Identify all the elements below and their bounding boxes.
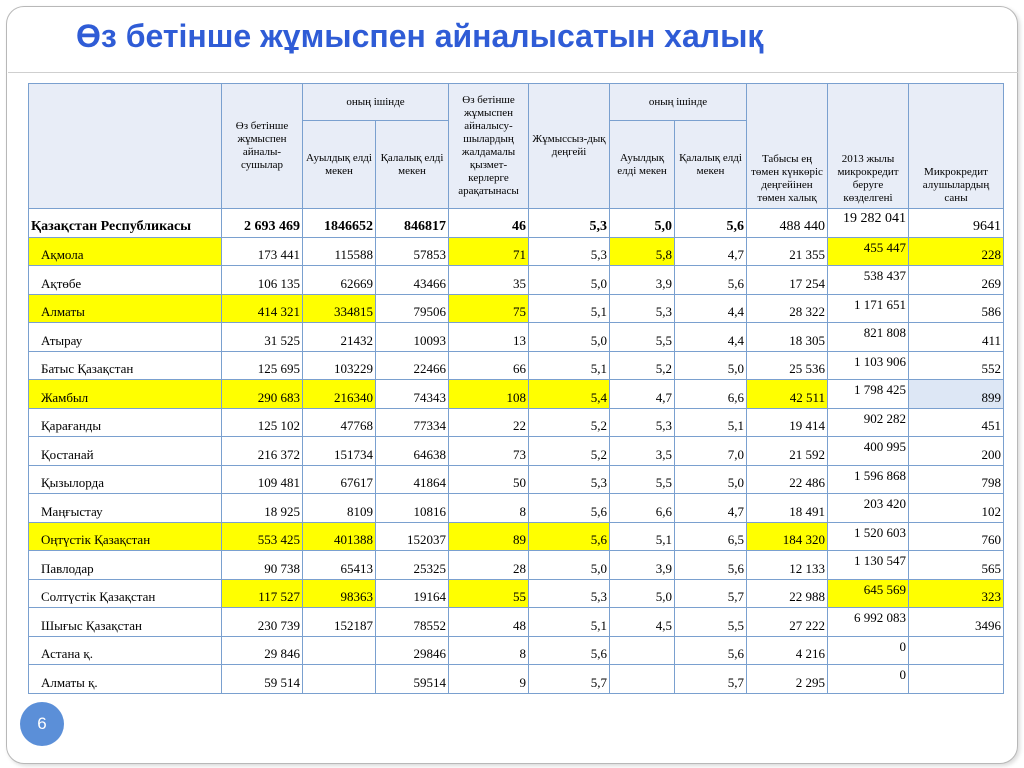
cell-region: Ақтөбе (29, 266, 222, 295)
header-rural-2: Ауылдық елді мекен (610, 121, 675, 209)
cell-low-income: 18 305 (747, 323, 828, 352)
cell-region: Қарағанды (29, 408, 222, 437)
cell-low-income: 21 592 (747, 437, 828, 466)
cell-region: Ақмола (29, 237, 222, 266)
cell-unemp-rural: 5,3 (610, 408, 675, 437)
header-borrowers: Микрокредит алушылардың саны (909, 84, 1004, 209)
cell-share: 28 (449, 551, 529, 580)
cell-unemployment: 5,3 (529, 237, 610, 266)
cell-microcredit: 1 596 868 (828, 465, 909, 494)
cell-rural: 401388 (303, 522, 376, 551)
cell-unemp-urban: 7,0 (675, 437, 747, 466)
cell-self-employed: 2 693 469 (222, 209, 303, 238)
cell-low-income: 22 486 (747, 465, 828, 494)
cell-region: Жамбыл (29, 380, 222, 409)
cell-urban: 41864 (376, 465, 449, 494)
cell-unemp-urban: 5,6 (675, 636, 747, 665)
cell-rural: 8109 (303, 494, 376, 523)
cell-urban: 22466 (376, 351, 449, 380)
cell-low-income: 18 491 (747, 494, 828, 523)
header-urban-2: Қалалық елді мекен (675, 121, 747, 209)
cell-unemp-urban: 5,1 (675, 408, 747, 437)
table-row (29, 665, 1004, 694)
cell-low-income: 488 440 (747, 209, 828, 238)
cell-low-income: 22 988 (747, 579, 828, 608)
header-of-which-2: оның ішінде (610, 84, 747, 121)
cell-unemp-rural: 5,8 (610, 237, 675, 266)
cell-unemp-rural: 3,9 (610, 266, 675, 295)
data-table (28, 83, 1004, 694)
cell-unemployment: 5,6 (529, 636, 610, 665)
cell-urban: 10093 (376, 323, 449, 352)
header-self-employed: Өз бетінше жұмыспен айналы-сушылар (222, 84, 303, 209)
cell-microcredit: 400 995 (828, 437, 909, 466)
cell-low-income: 17 254 (747, 266, 828, 295)
cell-urban: 59514 (376, 665, 449, 694)
cell-unemp-rural (610, 665, 675, 694)
table-row (29, 294, 1004, 323)
cell-borrowers (909, 636, 1004, 665)
cell-unemployment: 5,3 (529, 209, 610, 238)
table-row (29, 323, 1004, 352)
cell-self-employed: 29 846 (222, 636, 303, 665)
cell-urban: 64638 (376, 437, 449, 466)
cell-region: Батыс Қазақстан (29, 351, 222, 380)
cell-unemp-urban: 4,4 (675, 294, 747, 323)
cell-self-employed: 125 695 (222, 351, 303, 380)
cell-unemployment: 5,6 (529, 494, 610, 523)
cell-unemp-urban: 5,0 (675, 351, 747, 380)
cell-unemp-rural: 4,5 (610, 608, 675, 637)
cell-borrowers (909, 665, 1004, 694)
title-divider (8, 72, 1018, 73)
cell-borrowers: 102 (909, 494, 1004, 523)
cell-low-income: 28 322 (747, 294, 828, 323)
cell-rural (303, 665, 376, 694)
cell-share: 66 (449, 351, 529, 380)
cell-share: 46 (449, 209, 529, 238)
cell-urban: 79506 (376, 294, 449, 323)
cell-self-employed: 31 525 (222, 323, 303, 352)
cell-unemp-rural: 5,5 (610, 465, 675, 494)
cell-microcredit: 0 (828, 665, 909, 694)
cell-unemployment: 5,1 (529, 608, 610, 637)
cell-urban: 19164 (376, 579, 449, 608)
cell-region: Оңтүстік Қазақстан (29, 522, 222, 551)
cell-region: Маңғыстау (29, 494, 222, 523)
cell-microcredit: 821 808 (828, 323, 909, 352)
table-row (29, 266, 1004, 295)
cell-low-income: 25 536 (747, 351, 828, 380)
cell-rural: 103229 (303, 351, 376, 380)
cell-borrowers: 760 (909, 522, 1004, 551)
cell-borrowers: 323 (909, 579, 1004, 608)
table-row (29, 636, 1004, 665)
cell-unemp-urban: 5,6 (675, 209, 747, 238)
cell-unemployment: 5,0 (529, 323, 610, 352)
cell-self-employed: 290 683 (222, 380, 303, 409)
cell-unemp-urban: 4,7 (675, 237, 747, 266)
cell-borrowers: 3496 (909, 608, 1004, 637)
cell-share: 22 (449, 408, 529, 437)
cell-unemp-rural: 5,2 (610, 351, 675, 380)
cell-borrowers: 228 (909, 237, 1004, 266)
table-row (29, 380, 1004, 409)
cell-urban: 43466 (376, 266, 449, 295)
cell-unemployment: 5,3 (529, 579, 610, 608)
cell-unemp-rural: 3,5 (610, 437, 675, 466)
cell-borrowers: 200 (909, 437, 1004, 466)
page-number-badge: 6 (20, 702, 64, 746)
cell-unemp-rural (610, 636, 675, 665)
page-title: Өз бетінше жұмыспен айналысатын халық (76, 18, 764, 54)
cell-region: Қостанай (29, 437, 222, 466)
table-row (29, 351, 1004, 380)
cell-region: Қазақстан Республикасы (29, 209, 222, 238)
cell-self-employed: 117 527 (222, 579, 303, 608)
cell-microcredit: 1 103 906 (828, 351, 909, 380)
cell-low-income: 27 222 (747, 608, 828, 637)
cell-region: Алматы (29, 294, 222, 323)
cell-share: 89 (449, 522, 529, 551)
cell-urban: 25325 (376, 551, 449, 580)
cell-low-income: 42 511 (747, 380, 828, 409)
cell-unemployment: 5,1 (529, 294, 610, 323)
cell-microcredit: 902 282 (828, 408, 909, 437)
header-blank (29, 84, 222, 209)
cell-unemp-urban: 4,4 (675, 323, 747, 352)
cell-self-employed: 125 102 (222, 408, 303, 437)
cell-self-employed: 173 441 (222, 237, 303, 266)
cell-microcredit: 1 130 547 (828, 551, 909, 580)
table-row (29, 408, 1004, 437)
cell-microcredit: 1 798 425 (828, 380, 909, 409)
header-microcredit-2013: 2013 жылы микрокредит беруге көзделгені (828, 84, 909, 209)
cell-rural (303, 636, 376, 665)
cell-unemp-urban: 5,5 (675, 608, 747, 637)
cell-microcredit: 1 520 603 (828, 522, 909, 551)
cell-rural: 151734 (303, 437, 376, 466)
cell-urban: 846817 (376, 209, 449, 238)
cell-low-income: 2 295 (747, 665, 828, 694)
cell-rural: 216340 (303, 380, 376, 409)
cell-unemp-rural: 5,3 (610, 294, 675, 323)
cell-microcredit: 455 447 (828, 237, 909, 266)
cell-unemp-rural: 5,5 (610, 323, 675, 352)
cell-unemp-urban: 6,5 (675, 522, 747, 551)
cell-urban: 74343 (376, 380, 449, 409)
cell-share: 13 (449, 323, 529, 352)
cell-borrowers: 451 (909, 408, 1004, 437)
cell-share: 8 (449, 636, 529, 665)
cell-share: 71 (449, 237, 529, 266)
cell-low-income: 12 133 (747, 551, 828, 580)
cell-unemployment: 5,1 (529, 351, 610, 380)
cell-share: 48 (449, 608, 529, 637)
cell-urban: 57853 (376, 237, 449, 266)
cell-unemp-urban: 5,6 (675, 551, 747, 580)
cell-rural: 47768 (303, 408, 376, 437)
cell-self-employed: 109 481 (222, 465, 303, 494)
cell-region: Шығыс Қазақстан (29, 608, 222, 637)
table-row (29, 551, 1004, 580)
cell-microcredit: 0 (828, 636, 909, 665)
table-row (29, 465, 1004, 494)
header-rural-1: Ауылдық елді мекен (303, 121, 376, 209)
table-row-total (29, 209, 1004, 238)
cell-unemp-rural: 3,9 (610, 551, 675, 580)
cell-unemployment: 5,0 (529, 551, 610, 580)
cell-region: Астана қ. (29, 636, 222, 665)
header-urban-1: Қалалық елді мекен (376, 121, 449, 209)
cell-share: 75 (449, 294, 529, 323)
cell-unemployment: 5,6 (529, 522, 610, 551)
cell-region: Атырау (29, 323, 222, 352)
cell-self-employed: 216 372 (222, 437, 303, 466)
cell-unemp-rural: 5,1 (610, 522, 675, 551)
cell-borrowers: 269 (909, 266, 1004, 295)
cell-unemployment: 5,7 (529, 665, 610, 694)
cell-microcredit: 538 437 (828, 266, 909, 295)
cell-borrowers: 565 (909, 551, 1004, 580)
cell-low-income: 21 355 (747, 237, 828, 266)
cell-unemp-urban: 5,7 (675, 579, 747, 608)
cell-self-employed: 106 135 (222, 266, 303, 295)
cell-unemployment: 5,0 (529, 266, 610, 295)
cell-self-employed: 553 425 (222, 522, 303, 551)
cell-unemp-urban: 5,6 (675, 266, 747, 295)
header-low-income: Табысы ең төмен күнкөріс деңгейінен төмен халық (747, 84, 828, 209)
cell-self-employed: 414 321 (222, 294, 303, 323)
cell-unemp-rural: 4,7 (610, 380, 675, 409)
table-row (29, 608, 1004, 637)
cell-microcredit: 6 992 083 (828, 608, 909, 637)
cell-microcredit: 1 171 651 (828, 294, 909, 323)
cell-region: Алматы қ. (29, 665, 222, 694)
cell-rural: 334815 (303, 294, 376, 323)
cell-share: 8 (449, 494, 529, 523)
cell-rural: 62669 (303, 266, 376, 295)
cell-unemployment: 5,2 (529, 437, 610, 466)
cell-self-employed: 230 739 (222, 608, 303, 637)
cell-share: 73 (449, 437, 529, 466)
cell-unemp-rural: 5,0 (610, 579, 675, 608)
cell-low-income: 184 320 (747, 522, 828, 551)
cell-unemp-urban: 4,7 (675, 494, 747, 523)
cell-low-income: 4 216 (747, 636, 828, 665)
cell-unemployment: 5,3 (529, 465, 610, 494)
cell-borrowers: 899 (909, 380, 1004, 409)
cell-unemp-urban: 5,0 (675, 465, 747, 494)
table-row (29, 494, 1004, 523)
cell-microcredit: 19 282 041 (828, 209, 909, 238)
cell-unemployment: 5,4 (529, 380, 610, 409)
cell-borrowers: 552 (909, 351, 1004, 380)
cell-rural: 152187 (303, 608, 376, 637)
cell-rural: 1846652 (303, 209, 376, 238)
table-row (29, 237, 1004, 266)
cell-microcredit: 645 569 (828, 579, 909, 608)
cell-share: 108 (449, 380, 529, 409)
cell-rural: 67617 (303, 465, 376, 494)
cell-microcredit: 203 420 (828, 494, 909, 523)
cell-borrowers: 798 (909, 465, 1004, 494)
cell-urban: 152037 (376, 522, 449, 551)
cell-region: Павлодар (29, 551, 222, 580)
cell-unemp-rural: 6,6 (610, 494, 675, 523)
table-row (29, 522, 1004, 551)
cell-unemp-urban: 6,6 (675, 380, 747, 409)
cell-borrowers: 9641 (909, 209, 1004, 238)
header-share: Өз бетінше жұмыспен айналысу-шылардың жалдамалы қызмет-керлерге арақатынасы (449, 84, 529, 209)
cell-low-income: 19 414 (747, 408, 828, 437)
cell-share: 35 (449, 266, 529, 295)
cell-unemployment: 5,2 (529, 408, 610, 437)
cell-borrowers: 411 (909, 323, 1004, 352)
cell-urban: 77334 (376, 408, 449, 437)
cell-borrowers: 586 (909, 294, 1004, 323)
cell-urban: 78552 (376, 608, 449, 637)
cell-region: Қызылорда (29, 465, 222, 494)
table-row (29, 579, 1004, 608)
cell-share: 50 (449, 465, 529, 494)
cell-rural: 98363 (303, 579, 376, 608)
cell-self-employed: 90 738 (222, 551, 303, 580)
cell-self-employed: 18 925 (222, 494, 303, 523)
cell-rural: 115588 (303, 237, 376, 266)
cell-unemp-urban: 5,7 (675, 665, 747, 694)
cell-urban: 10816 (376, 494, 449, 523)
cell-rural: 65413 (303, 551, 376, 580)
cell-self-employed: 59 514 (222, 665, 303, 694)
cell-urban: 29846 (376, 636, 449, 665)
cell-region: Солтүстік Қазақстан (29, 579, 222, 608)
cell-unemp-rural: 5,0 (610, 209, 675, 238)
header-unemployment: Жұмыссыз-дық деңгейі (529, 84, 610, 209)
cell-share: 9 (449, 665, 529, 694)
header-of-which-1: оның ішінде (303, 84, 449, 121)
table-row (29, 437, 1004, 466)
cell-share: 55 (449, 579, 529, 608)
cell-rural: 21432 (303, 323, 376, 352)
